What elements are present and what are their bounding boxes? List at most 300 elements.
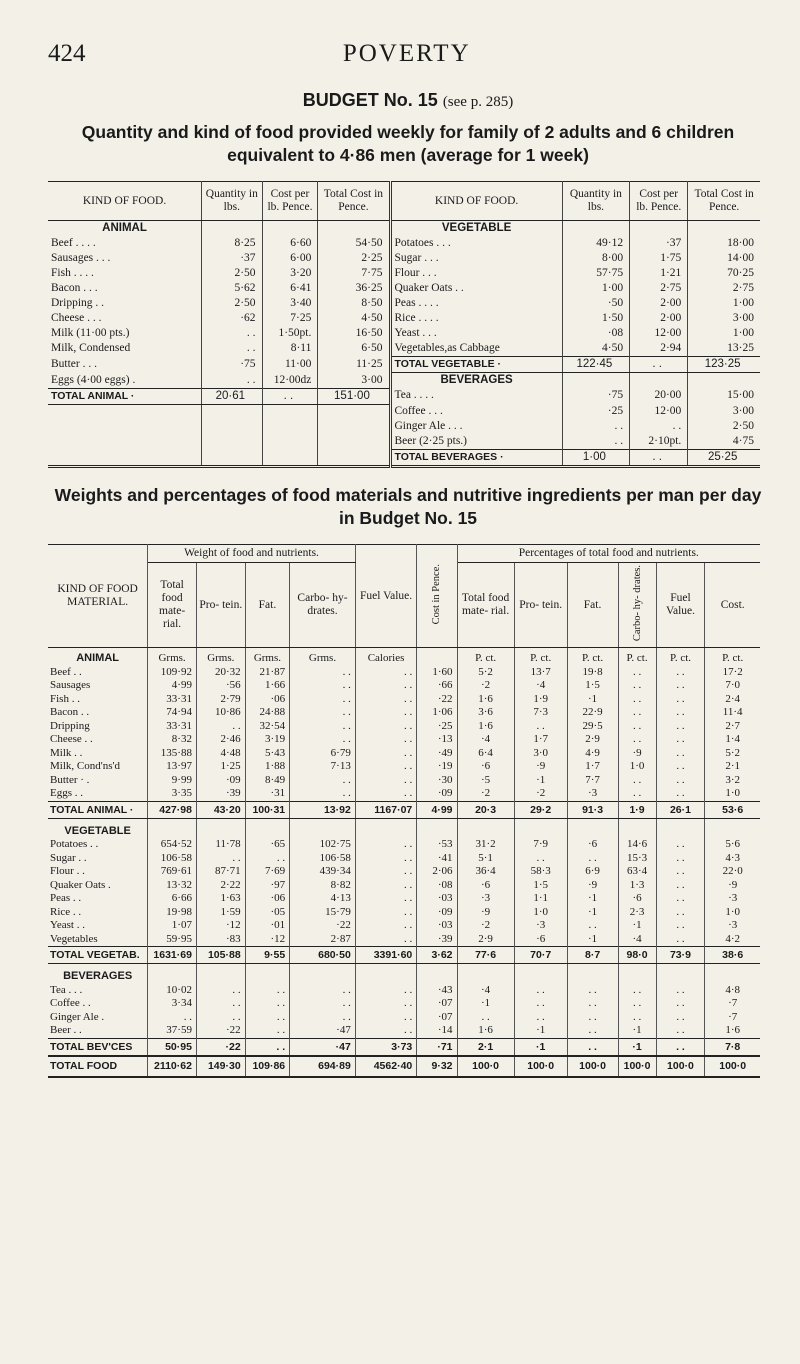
- value-cell: . .: [355, 720, 416, 734]
- weekly-food-header-row: [48, 182, 760, 221]
- value-cell: . .: [618, 679, 656, 693]
- value-cell: . .: [355, 933, 416, 947]
- empty-cell: [318, 434, 390, 450]
- value-cell: ·6: [567, 838, 618, 852]
- value-cell: 58·3: [514, 865, 567, 879]
- value-cell: 7·3: [514, 706, 567, 720]
- cost-per-lb-cell: ·37: [630, 236, 688, 251]
- table-row: [48, 787, 760, 801]
- value-cell: 11·4: [722, 706, 743, 719]
- value-cell: 2·46: [196, 733, 245, 747]
- value-cell: 1167·07: [355, 801, 416, 818]
- value-cell: ·3: [728, 919, 738, 932]
- quantity-cell: 8·00: [562, 251, 629, 266]
- table-row: [48, 666, 760, 680]
- value-cell: 4562·40: [355, 1056, 416, 1077]
- value-cell: ·1: [514, 1024, 567, 1038]
- value-cell: 15·3: [618, 852, 656, 866]
- table-row: [48, 388, 760, 404]
- value-cell: ·30: [417, 774, 457, 788]
- empty-cell: [202, 404, 262, 419]
- value-cell: 10·86: [196, 706, 245, 720]
- value-cell: 2·9: [457, 933, 514, 947]
- cost-per-lb-cell: 12·00dz: [262, 373, 318, 389]
- value-cell: ·22: [196, 1038, 245, 1056]
- value-cell: 100·0: [457, 1056, 514, 1077]
- value-cell: 13·97: [148, 760, 197, 774]
- total-cost-cell: 2·25: [318, 251, 390, 266]
- value-cell: ·1: [567, 933, 618, 947]
- value-cell: 70·7: [514, 947, 567, 964]
- table-row: [48, 1011, 760, 1025]
- quantity-cell: . .: [562, 434, 629, 450]
- value-cell: . .: [148, 1011, 197, 1025]
- value-cell: . .: [290, 1011, 356, 1025]
- cost-per-lb-cell: 3·20: [262, 266, 318, 281]
- value-cell: . .: [355, 679, 416, 693]
- value-cell: 1·7: [567, 760, 618, 774]
- food-material-label: TOTAL ANIMAL ·: [48, 801, 148, 818]
- unit-cell: Grms.: [148, 648, 197, 666]
- table-row: [48, 419, 760, 434]
- cost-per-lb-cell: 1·21: [630, 266, 688, 281]
- value-cell: . .: [656, 879, 705, 893]
- cost-per-lb-cell: 6·00: [262, 251, 318, 266]
- value-cell: 2·9: [567, 733, 618, 747]
- value-cell: . .: [618, 666, 656, 680]
- food-material-label: Fish . .: [48, 693, 148, 707]
- value-cell: 32·54: [245, 720, 289, 734]
- empty-cell: [562, 221, 629, 237]
- value-cell: ·31: [245, 787, 289, 801]
- value-cell: 1·60: [417, 666, 457, 680]
- value-cell: 59·95: [148, 933, 197, 947]
- food-material-label: Potatoes . .: [48, 838, 148, 852]
- cost-per-lb-cell: 12·00: [630, 404, 688, 419]
- value-cell: 26·1: [656, 801, 705, 818]
- empty-cell: [562, 373, 629, 389]
- empty-cell: [148, 964, 197, 984]
- value-cell: 77·6: [457, 947, 514, 964]
- total-label: TOTAL ANIMAL ·: [48, 388, 202, 404]
- value-cell: 7·69: [245, 865, 289, 879]
- value-cell: ·07: [417, 1011, 457, 1025]
- value-cell: 1·0: [514, 906, 567, 920]
- value-cell: 4·99: [148, 679, 197, 693]
- value-cell: 1·6: [457, 693, 514, 707]
- col-quantity: Quantity in lbs.: [202, 182, 262, 221]
- empty-cell: [355, 964, 416, 984]
- value-cell: 8·32: [148, 733, 197, 747]
- total-cost-cell: 1·00: [732, 327, 754, 339]
- value-cell: . .: [618, 706, 656, 720]
- value-cell: . .: [355, 892, 416, 906]
- value-cell: . .: [290, 679, 356, 693]
- col-kind-of-food-material: KIND OF FOOD MATERIAL.: [48, 545, 148, 648]
- value-cell: 6·9: [567, 865, 618, 879]
- value-cell: 3·62: [417, 947, 457, 964]
- food-label: Bacon . . .: [48, 281, 202, 296]
- quantity-cell: 122·45: [562, 357, 629, 373]
- value-cell: 20·3: [457, 801, 514, 818]
- table-row: [48, 919, 760, 933]
- cost-per-lb-cell: . .: [630, 450, 688, 467]
- empty-cell: [202, 419, 262, 434]
- section-heading: VEGETABLE: [48, 818, 148, 838]
- food-label: Coffee . . .: [390, 404, 562, 419]
- quantity-cell: . .: [202, 326, 262, 341]
- nutrients-table: [48, 544, 760, 1078]
- value-cell: ·7: [728, 1010, 738, 1023]
- empty-cell: [262, 404, 318, 419]
- empty-cell: [618, 818, 656, 838]
- cost-per-lb-cell: 3·40: [262, 296, 318, 311]
- empty-cell: [656, 818, 705, 838]
- value-cell: ·1: [618, 919, 656, 933]
- empty-cell: [262, 221, 318, 237]
- value-cell: 33·31: [148, 693, 197, 707]
- budget-title-ref: (see p. 285): [442, 94, 514, 110]
- value-cell: 4·3: [725, 851, 740, 864]
- table-row: [48, 311, 760, 326]
- empty-cell: [417, 818, 457, 838]
- value-cell: 87·71: [196, 865, 245, 879]
- food-label: Butter . . .: [48, 357, 202, 373]
- value-cell: . .: [196, 997, 245, 1011]
- value-cell: 100·0: [514, 1056, 567, 1077]
- food-label: Sugar . . .: [390, 251, 562, 266]
- empty-cell: [417, 964, 457, 984]
- value-cell: ·03: [417, 892, 457, 906]
- quantity-cell: ·50: [562, 296, 629, 311]
- empty-cell: [630, 373, 688, 389]
- food-label: Eggs (4·00 eggs) .: [48, 373, 202, 389]
- empty-cell: [567, 818, 618, 838]
- col-pct-total-food: Total food mate- rial.: [457, 563, 514, 648]
- empty-cell: [318, 221, 390, 237]
- col-pct-fat: Fat.: [567, 563, 618, 648]
- value-cell: ·71: [417, 1038, 457, 1056]
- table-row: [48, 733, 760, 747]
- total-cost-cell: 151·00: [318, 388, 390, 404]
- value-cell: . .: [656, 706, 705, 720]
- food-material-label: Sugar . .: [48, 852, 148, 866]
- cost-per-lb-cell: 6·60: [262, 236, 318, 251]
- empty-cell: [245, 964, 289, 984]
- value-cell: ·14: [417, 1024, 457, 1038]
- table-row: [48, 251, 760, 266]
- col-total-cost-2: Total Cost in Pence.: [688, 182, 760, 221]
- value-cell: ·22: [417, 693, 457, 707]
- food-label: Peas . . . .: [390, 296, 562, 311]
- empty-cell: [202, 450, 262, 467]
- weekly-food-body: [48, 221, 760, 467]
- value-cell: 1·88: [245, 760, 289, 774]
- table-row: [48, 434, 760, 450]
- food-label: Ginger Ale . . .: [390, 419, 562, 434]
- table-row: [48, 281, 760, 296]
- table-row: [48, 747, 760, 761]
- unit-cell: Grms.: [245, 648, 289, 666]
- food-label: Yeast . . .: [390, 326, 562, 341]
- total-cost-cell: 15·00: [727, 389, 754, 401]
- col-cost-per-lb: Cost per lb. Pence.: [262, 182, 318, 221]
- value-cell: . .: [567, 852, 618, 866]
- value-cell: . .: [656, 733, 705, 747]
- value-cell: 36·4: [457, 865, 514, 879]
- empty-cell: [688, 373, 760, 389]
- food-material-label: Ginger Ale .: [48, 1011, 148, 1025]
- total-cost-cell: 3·00: [732, 312, 754, 324]
- food-material-label: Yeast . .: [48, 919, 148, 933]
- col-quantity-2: Quantity in lbs.: [562, 182, 629, 221]
- value-cell: 1·25: [196, 760, 245, 774]
- section-heading: ANIMAL: [48, 648, 148, 666]
- value-cell: . .: [567, 997, 618, 1011]
- food-material-label: Butter · .: [48, 774, 148, 788]
- value-cell: ·7: [728, 997, 738, 1010]
- unit-cell: P. ct.: [618, 648, 656, 666]
- total-cost-cell: 2·50: [732, 420, 754, 432]
- value-cell: . .: [656, 693, 705, 707]
- empty-cell: [630, 221, 688, 237]
- empty-cell: [514, 964, 567, 984]
- table-row: [48, 760, 760, 774]
- value-cell: . .: [567, 1024, 618, 1038]
- value-cell: 2110·62: [148, 1056, 197, 1077]
- value-cell: . .: [567, 1011, 618, 1025]
- cost-per-lb-cell: . .: [630, 419, 688, 434]
- value-cell: ·47: [290, 1024, 356, 1038]
- value-cell: ·1: [567, 892, 618, 906]
- value-cell: ·12: [245, 933, 289, 947]
- value-cell: ·1: [618, 1024, 656, 1038]
- quantity-cell: 5·62: [202, 281, 262, 296]
- value-cell: ·08: [417, 879, 457, 893]
- section-total-row: [48, 947, 760, 964]
- food-material-label: Bacon . .: [48, 706, 148, 720]
- value-cell: 6·4: [457, 747, 514, 761]
- cost-per-lb-cell: 2·00: [630, 311, 688, 326]
- value-cell: . .: [355, 852, 416, 866]
- empty-cell: [688, 221, 760, 237]
- value-cell: . .: [355, 747, 416, 761]
- value-cell: ·3: [728, 892, 738, 905]
- value-cell: 109·92: [148, 666, 197, 680]
- value-cell: . .: [290, 787, 356, 801]
- value-cell: 73·9: [656, 947, 705, 964]
- value-cell: 6·66: [148, 892, 197, 906]
- table-row: [48, 357, 760, 373]
- value-cell: . .: [656, 774, 705, 788]
- value-cell: 1·06: [417, 706, 457, 720]
- food-material-label: Cheese . .: [48, 733, 148, 747]
- value-cell: ·65: [245, 838, 289, 852]
- value-cell: . .: [514, 852, 567, 866]
- quantity-cell: 49·12: [562, 236, 629, 251]
- empty-cell: [262, 450, 318, 467]
- value-cell: 2·87: [290, 933, 356, 947]
- caption-per-man-day: Weights and percentages of food materials and nutritive ingredients per man per day in Budget No. 15: [54, 485, 762, 528]
- food-material-label: Eggs . .: [48, 787, 148, 801]
- food-label: Quaker Oats . .: [390, 281, 562, 296]
- value-cell: 3·2: [725, 773, 740, 786]
- quantity-cell: ·75: [202, 357, 262, 373]
- value-cell: ·6: [618, 892, 656, 906]
- value-cell: . .: [196, 1011, 245, 1025]
- value-cell: ·9: [514, 760, 567, 774]
- empty-cell: [355, 818, 416, 838]
- value-cell: 135·88: [148, 747, 197, 761]
- section-heading: BEVERAGES: [390, 373, 562, 389]
- cost-per-lb-cell: 7·25: [262, 311, 318, 326]
- total-cost-cell: 36·25: [318, 281, 390, 296]
- table-row: [48, 706, 760, 720]
- value-cell: ·09: [196, 774, 245, 788]
- total-cost-cell: 13·25: [727, 342, 754, 354]
- total-label: TOTAL BEVERAGES ·: [390, 450, 562, 467]
- value-cell: ·13: [417, 733, 457, 747]
- cost-per-lb-cell: 12·00: [630, 326, 688, 341]
- quantity-cell: . .: [562, 419, 629, 434]
- value-cell: 4·9: [567, 747, 618, 761]
- value-cell: ·09: [417, 787, 457, 801]
- empty-cell: [48, 450, 202, 467]
- total-cost-cell: 7·75: [318, 266, 390, 281]
- value-cell: . .: [355, 1024, 416, 1038]
- empty-cell: [148, 818, 197, 838]
- section-heading-row: [48, 818, 760, 838]
- table-row: [48, 892, 760, 906]
- value-cell: 7·9: [514, 838, 567, 852]
- food-material-label: Beef . .: [48, 666, 148, 680]
- value-cell: ·43: [417, 984, 457, 998]
- value-cell: ·53: [417, 838, 457, 852]
- value-cell: . .: [355, 865, 416, 879]
- value-cell: 3·73: [355, 1038, 416, 1056]
- page: [48, 40, 768, 1078]
- value-cell: ·9: [457, 906, 514, 920]
- value-cell: 7·8: [705, 1038, 760, 1056]
- value-cell: 1·0: [618, 760, 656, 774]
- value-cell: ·56: [196, 679, 245, 693]
- value-cell: 4·8: [725, 983, 740, 996]
- value-cell: 10·02: [148, 984, 197, 998]
- table-row: [48, 450, 760, 467]
- value-cell: ·25: [417, 720, 457, 734]
- value-cell: ·83: [196, 933, 245, 947]
- total-cost-cell: 4·50: [318, 311, 390, 326]
- value-cell: . .: [656, 838, 705, 852]
- value-cell: ·2: [457, 787, 514, 801]
- value-cell: 1·0: [725, 787, 740, 800]
- value-cell: 9·99: [148, 774, 197, 788]
- section-heading-row: [48, 964, 760, 984]
- empty-cell: [262, 434, 318, 450]
- value-cell: 2·1: [725, 760, 740, 773]
- value-cell: ·1: [514, 1038, 567, 1056]
- value-cell: . .: [656, 919, 705, 933]
- value-cell: 14·6: [618, 838, 656, 852]
- value-cell: . .: [196, 852, 245, 866]
- page-header: [48, 40, 768, 68]
- value-cell: 19·98: [148, 906, 197, 920]
- food-label: Beer (2·25 pts.): [390, 434, 562, 450]
- food-label: Flour . . .: [390, 266, 562, 281]
- quantity-cell: ·25: [562, 404, 629, 419]
- value-cell: 680·50: [290, 947, 356, 964]
- food-label: Sausages . . .: [48, 251, 202, 266]
- quantity-cell: ·62: [202, 311, 262, 326]
- value-cell: . .: [656, 1011, 705, 1025]
- value-cell: 2·22: [196, 879, 245, 893]
- value-cell: 109·86: [245, 1056, 289, 1077]
- food-material-label: Milk . .: [48, 747, 148, 761]
- section-heading: ANIMAL: [48, 221, 202, 237]
- total-cost-cell: 25·25: [688, 450, 760, 467]
- value-cell: . .: [514, 720, 567, 734]
- empty-cell: [457, 818, 514, 838]
- value-cell: 1·4: [725, 733, 740, 746]
- value-cell: . .: [245, 1011, 289, 1025]
- col-total-cost: Total Cost in Pence.: [318, 182, 390, 221]
- total-cost-cell: 8·50: [318, 296, 390, 311]
- value-cell: . .: [656, 906, 705, 920]
- col-kind-of-food-2: KIND OF FOOD.: [390, 182, 562, 221]
- value-cell: ·1: [618, 1038, 656, 1056]
- value-cell: . .: [567, 1038, 618, 1056]
- nutrients-body: [48, 648, 760, 1077]
- table-row: [48, 852, 760, 866]
- table-row: [48, 984, 760, 998]
- value-cell: 3·6: [457, 706, 514, 720]
- value-cell: 100·0: [656, 1056, 705, 1077]
- food-material-label: Beer . .: [48, 1024, 148, 1038]
- food-material-label: Coffee . .: [48, 997, 148, 1011]
- value-cell: 102·75: [290, 838, 356, 852]
- value-cell: . .: [355, 1011, 416, 1025]
- cost-per-lb-cell: 20·00: [630, 388, 688, 404]
- quantity-cell: 8·25: [202, 236, 262, 251]
- quantity-cell: 57·75: [562, 266, 629, 281]
- total-cost-cell: 3·00: [318, 373, 390, 389]
- col-pct-fuel-value: Fuel Value.: [656, 563, 705, 648]
- cost-per-lb-cell: 8·11: [262, 341, 318, 357]
- table-row: [48, 296, 760, 311]
- value-cell: . .: [656, 760, 705, 774]
- value-cell: . .: [656, 720, 705, 734]
- value-cell: 17·2: [722, 665, 743, 678]
- value-cell: 19·8: [567, 666, 618, 680]
- col-pct-carbohydrates: Carbo- hy- drates.: [618, 563, 656, 648]
- empty-cell: [514, 818, 567, 838]
- value-cell: ·2: [457, 919, 514, 933]
- value-cell: 22·0: [722, 865, 743, 878]
- value-cell: . .: [656, 1024, 705, 1038]
- col-fuel-value: Fuel Value.: [355, 545, 416, 648]
- value-cell: ·66: [417, 679, 457, 693]
- value-cell: 106·58: [148, 852, 197, 866]
- food-label: Tea . . . .: [390, 388, 562, 404]
- grand-total-row: [48, 1056, 760, 1077]
- value-cell: . .: [355, 760, 416, 774]
- col-pct-protein: Pro- tein.: [514, 563, 567, 648]
- empty-cell: [290, 964, 356, 984]
- table-row: [48, 997, 760, 1011]
- value-cell: ·05: [245, 906, 289, 920]
- food-material-label: Dripping: [48, 720, 148, 734]
- food-material-label: Sausages: [48, 679, 148, 693]
